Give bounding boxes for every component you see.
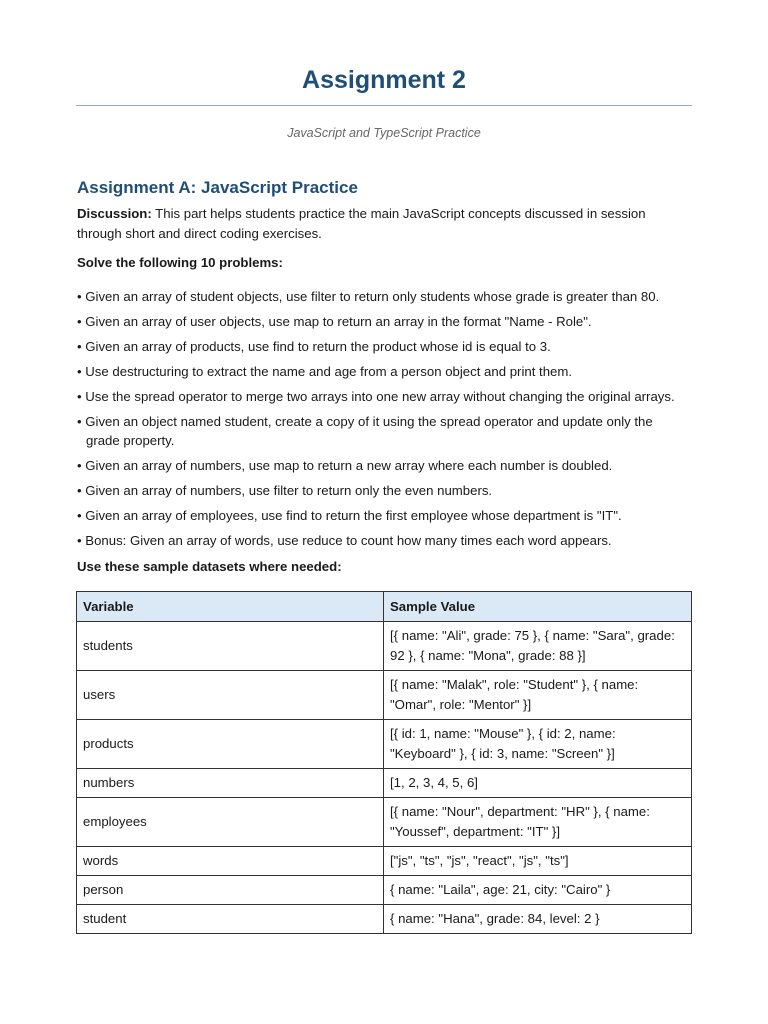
document-subtitle: JavaScript and TypeScript Practice bbox=[287, 126, 481, 140]
problem-item: • Given an array of student objects, use filter to return only students whose grade is greater than 80. bbox=[77, 289, 660, 304]
title-divider bbox=[76, 105, 692, 106]
variable-cell: students bbox=[77, 622, 384, 671]
table-row bbox=[77, 622, 692, 671]
table-row bbox=[77, 876, 692, 905]
discussion-text: This part helps students practice the main JavaScript concepts discussed in session through short and direct coding exercises. bbox=[77, 206, 646, 241]
variable-cell: users bbox=[77, 671, 384, 720]
table-row bbox=[77, 798, 692, 847]
table-row bbox=[77, 720, 692, 769]
sample-value-cell: { name: "Laila", age: 21, city: "Cairo" } bbox=[384, 876, 692, 905]
problem-item: • Use the spread operator to merge two arrays into one new array without changing the original arrays. bbox=[77, 389, 675, 404]
variable-cell: employees bbox=[77, 798, 384, 847]
problem-item: • Given an array of products, use find to return the product whose id is equal to 3. bbox=[77, 339, 551, 354]
table-row bbox=[77, 847, 692, 876]
variable-cell: words bbox=[77, 847, 384, 876]
sample-value-cell: [1, 2, 3, 4, 5, 6] bbox=[384, 769, 692, 798]
datasets-heading: Use these sample datasets where needed: bbox=[77, 559, 342, 574]
table-row bbox=[77, 905, 692, 934]
variable-cell: person bbox=[77, 876, 384, 905]
problem-item: • Given an array of employees, use find to return the first employee whose department is "IT". bbox=[77, 508, 622, 523]
problem-item: • Given an array of numbers, use map to return a new array where each number is doubled. bbox=[77, 458, 613, 473]
problem-item: • Given an array of user objects, use map to return an array in the format "Name - Role". bbox=[77, 314, 592, 329]
sample-value-cell: [{ name: "Nour", department: "HR" }, { name: "Youssef", department: "IT" }] bbox=[384, 798, 692, 847]
problem-item: • Use destructuring to extract the name and age from a person object and print them. bbox=[77, 364, 573, 379]
sample-value-cell: { name: "Hana", grade: 84, level: 2 } bbox=[384, 905, 692, 934]
datasets-table bbox=[76, 591, 692, 934]
sample-value-cell: [{ name: "Malak", role: "Student" }, { name: "Omar", role: "Mentor" }] bbox=[384, 671, 692, 720]
table-row bbox=[77, 671, 692, 720]
header-sample-value: Sample Value bbox=[384, 592, 692, 622]
problem-item: • Bonus: Given an array of words, use reduce to count how many times each word appears. bbox=[77, 533, 612, 548]
variable-cell: numbers bbox=[77, 769, 384, 798]
sample-value-cell: [{ id: 1, name: "Mouse" }, { id: 2, name: "Keyboard" }, { id: 3, name: "Screen" }] bbox=[384, 720, 692, 769]
section-heading: Assignment A: JavaScript Practice bbox=[77, 178, 358, 197]
problem-list bbox=[77, 287, 697, 556]
sample-value-cell: ["js", "ts", "js", "react", "js", "ts"] bbox=[384, 847, 692, 876]
solve-heading: Solve the following 10 problems: bbox=[77, 255, 283, 270]
discussion-paragraph bbox=[77, 204, 677, 244]
table-header-row bbox=[77, 592, 692, 622]
variable-cell: student bbox=[77, 905, 384, 934]
variable-cell: products bbox=[77, 720, 384, 769]
problem-item: • Given an object named student, create a copy of it using the spread operator and update only the grade property. bbox=[77, 414, 653, 448]
table-row bbox=[77, 769, 692, 798]
problem-item: • Given an array of numbers, use filter to return only the even numbers. bbox=[77, 483, 493, 498]
header-variable: Variable bbox=[77, 592, 384, 622]
discussion-label: Discussion: bbox=[77, 206, 152, 221]
document-title: Assignment 2 bbox=[302, 66, 466, 94]
sample-value-cell: [{ name: "Ali", grade: 75 }, { name: "Sara", grade: 92 }, { name: "Mona", grade: 88 }] bbox=[384, 622, 692, 671]
